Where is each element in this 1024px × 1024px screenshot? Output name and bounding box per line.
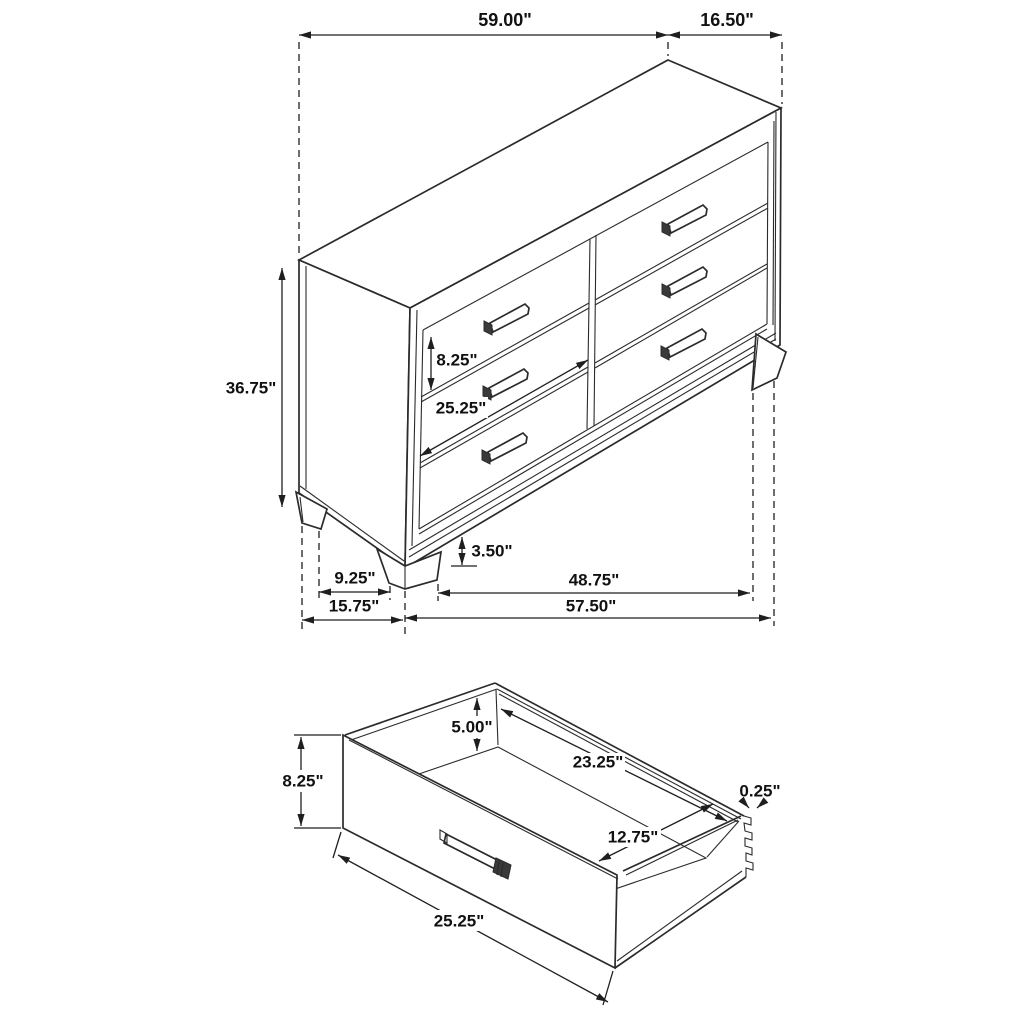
dim-label-drawer-thickness: 0.25": [739, 781, 781, 801]
dim-label-height: 36.75": [225, 378, 277, 398]
drawer-box: [343, 683, 753, 968]
drawer-figure: [280, 683, 781, 1005]
dim-label-drawer-front-height: 8.25": [282, 771, 324, 791]
dim-label-base-depth: 15.75": [328, 596, 380, 616]
dim-label-drawer-inner-height: 5.00": [451, 717, 493, 737]
dim-label-drawer-width: 25.25": [435, 398, 487, 418]
dim-label-top-width: 59.00": [478, 10, 532, 30]
dresser-figure: [226, 10, 786, 636]
dim-label-foot-spacing: 9.25": [334, 568, 376, 588]
dim-label-foot-height: 3.50": [471, 541, 513, 561]
dim-label-drawer-face-height: 8.25": [436, 350, 478, 370]
dim-label-drawer-front-width: 25.25": [433, 911, 485, 931]
dim-label-base-width: 57.50": [565, 596, 617, 616]
dim-label-top-depth: 16.50": [700, 10, 754, 30]
dim-label-base-inner-width: 48.75": [568, 570, 620, 590]
dovetail-joint: [744, 816, 753, 877]
dim-label-drawer-inner-depth: 12.75": [607, 827, 659, 847]
dim-label-drawer-inner-width: 23.25": [572, 752, 624, 772]
